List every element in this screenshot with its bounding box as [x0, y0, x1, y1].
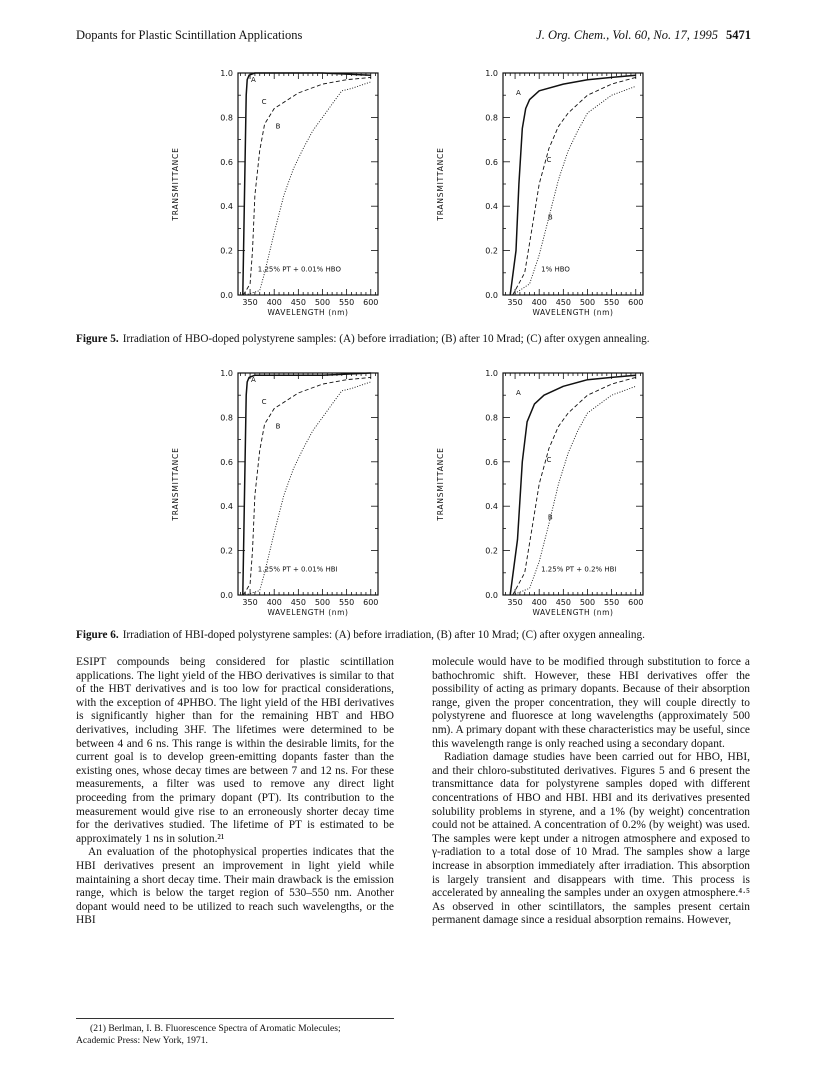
figure-6-right-chart — [425, 355, 665, 620]
y-tick-label: 0.8 — [220, 113, 233, 123]
series-line-a — [243, 373, 371, 595]
y-tick-label: 0.0 — [220, 591, 233, 600]
y-tick-label: 0.4 — [485, 502, 498, 512]
figure-6-caption: Figure 6. Irradiation of HBI-doped polystyrene samples: (A) before irradiation, (B) after 10 Mrad; (C) after oxygen annealing. — [76, 629, 645, 641]
y-tick-label: 0.2 — [485, 246, 498, 256]
figure-6-left-chart — [160, 355, 400, 620]
x-tick-label: 550 — [603, 298, 620, 307]
x-tick-label: 450 — [290, 298, 306, 307]
y-axis-label: TRANSMITTANCE — [436, 147, 445, 221]
y-tick-label: 1.0 — [220, 69, 233, 78]
x-tick-label: 500 — [579, 298, 596, 307]
x-tick-label: 550 — [338, 598, 355, 607]
x-tick-label: 400 — [266, 298, 282, 307]
y-tick-label: 1.0 — [485, 369, 498, 378]
y-tick-label: 0.2 — [485, 546, 498, 556]
y-tick-label: 0.4 — [220, 502, 233, 512]
series-line-c — [243, 77, 370, 295]
paragraph: Radiation damage studies have been carried out for HBO, HBI, and their chloro-substituted derivatives. Figures 5 and 6 present the transmittance data for polystyrene samples doped with different concentrations of HBO and HBI. HBI and its derivatives presented solubility problems in styrene, and a 1% (by weight) concentration could not be attained. A concentration of 0.2% (by weight) was used. The samples were kept under a nitrogen atmosphere and exposed to γ-radiation to a total dose of 10 Mrad. The samples show a large increase in absorption immediately after irradiation. This absorption is largely transient and disappears with time. This process is accelerated by annealing the samples under an oxygen atmosphere.⁴·⁵ As observed in other scintillators, the samples present certain permanent damage since a residual absorption remains. However, — [432, 751, 750, 927]
x-tick-label: 350 — [242, 298, 258, 307]
series-label-c: C — [261, 98, 267, 107]
x-tick-label: 600 — [363, 298, 379, 307]
series-label-c: C — [261, 398, 267, 407]
footnote-line: (21) Berlman, I. B. Fluorescence Spectra of Aromatic Molecules; — [90, 1023, 341, 1034]
footnote — [76, 1018, 394, 1046]
chart-svg — [160, 355, 400, 620]
sample-annotation: 1.25% PT + 0.01% HBO — [257, 265, 341, 274]
x-tick-label: 350 — [507, 598, 523, 607]
x-tick-label: 500 — [579, 598, 596, 607]
chart-svg — [425, 355, 665, 620]
series-line-b — [513, 86, 636, 295]
paragraph: molecule would have to be modified through substitution to force a bathochromic shift. However, these HBI derivatives offer the possibility of acting as primary dopants. Because of their absorption range, given the proper concentration, they will couple directly to polystyrene and fluoresce at long wavelengths (approximately 500 nm). A primary dopant with these characteristics may be useful, since this wavelength range is only reached using a secondary dopant. — [432, 656, 750, 750]
y-tick-label: 0.0 — [485, 591, 498, 600]
y-tick-label: 0.6 — [220, 457, 233, 467]
body-column-right — [432, 656, 750, 928]
series-line-c — [513, 77, 636, 295]
y-axis-label: TRANSMITTANCE — [436, 447, 445, 521]
sample-annotation: 1.25% PT + 0.01% HBI — [257, 565, 338, 574]
series-label-a: A — [516, 389, 521, 398]
chart-svg — [160, 55, 400, 320]
series-label-a: A — [251, 375, 256, 384]
x-tick-label: 500 — [314, 598, 331, 607]
y-tick-label: 0.6 — [485, 457, 498, 467]
sample-annotation: 1% HBO — [541, 265, 570, 274]
journal-citation: J. Org. Chem., Vol. 60, No. 17, 1995 5471 — [536, 28, 751, 42]
y-tick-label: 0.8 — [220, 413, 233, 423]
plot-frame — [238, 373, 378, 595]
series-label-b: B — [547, 513, 553, 522]
plot-frame — [238, 73, 378, 295]
x-tick-label: 600 — [628, 598, 644, 607]
body-column-left — [76, 656, 394, 928]
y-tick-label: 0.6 — [485, 157, 498, 167]
series-label-b: B — [275, 422, 281, 431]
plot-frame — [503, 73, 643, 295]
x-tick-label: 450 — [555, 298, 571, 307]
series-line-a — [510, 375, 636, 595]
y-tick-label: 0.4 — [485, 202, 498, 212]
y-axis-label: TRANSMITTANCE — [171, 147, 180, 221]
series-label-b: B — [275, 122, 281, 131]
sample-annotation: 1.25% PT + 0.2% HBI — [541, 565, 617, 574]
x-axis-label: WAVELENGTH (nm) — [532, 308, 614, 317]
x-tick-label: 350 — [507, 298, 523, 307]
x-tick-label: 550 — [338, 298, 355, 307]
y-tick-label: 1.0 — [485, 69, 498, 78]
x-tick-label: 500 — [314, 298, 331, 307]
y-tick-label: 0.6 — [220, 157, 233, 167]
footnote-line: Academic Press: New York, 1971. — [76, 1034, 208, 1046]
figure-5-left-chart — [160, 55, 400, 320]
x-tick-label: 350 — [242, 598, 258, 607]
series-line-a — [510, 75, 636, 295]
y-tick-label: 0.4 — [220, 202, 233, 212]
series-label-a: A — [516, 89, 521, 98]
plot-frame — [503, 373, 643, 595]
x-tick-label: 600 — [363, 598, 379, 607]
page-number: 5471 — [726, 28, 751, 42]
y-tick-label: 0.8 — [485, 413, 498, 423]
x-tick-label: 400 — [531, 298, 547, 307]
series-label-a: A — [251, 75, 256, 84]
figure-5-caption: Figure 5. Irradiation of HBO-doped polystyrene samples: (A) before irradiation; (B) after 10 Mrad; (C) after oxygen annealing. — [76, 333, 650, 345]
figure-5-right-chart — [425, 55, 665, 320]
series-label-c: C — [546, 155, 552, 164]
paragraph: ESIPT compounds being considered for plastic scintillation applications. The light yield of the HBO derivatives is similar to that of the HBT derivatives and is too low for practical considerations, with the exception of 4PHBO. The light yield of the HBI derivatives is significantly higher than for the remaining HBT and HBO derivatives, including 3HF. The lifetimes were determined to be between 4 and 6 ns. This range is within the desirable limits, for the current goal is to develop green-emitting dopants faster than the existing ones, whose decay times are between 7 and 12 ns. For these measurements, a filter was used to remove any direct light proceeding from the primary dopant (PT). Its contribution to the measurement would give rise to an erroneously shorter decay time for the derivatives studied. The lifetime of PT is estimated to be approximately 1 ns in solution.²¹ — [76, 656, 394, 845]
running-header — [76, 28, 751, 46]
series-line-b — [513, 386, 636, 595]
series-label-c: C — [546, 455, 552, 464]
x-axis-label: WAVELENGTH (nm) — [267, 608, 349, 617]
paragraph: An evaluation of the photophysical properties indicates that the HBI derivatives present an improvement in light yield while maintaining a short decay time. Their main drawback is the emission range, which is below the target region of 530–550 nm. Another dopant would need to be utilized to reach such wavelengths, or the HBI — [76, 846, 394, 927]
series-line-a — [243, 73, 371, 295]
series-line-b — [245, 82, 371, 295]
y-tick-label: 0.0 — [485, 291, 498, 300]
y-tick-label: 0.2 — [220, 546, 233, 556]
x-axis-label: WAVELENGTH (nm) — [267, 308, 349, 317]
x-axis-label: WAVELENGTH (nm) — [532, 608, 614, 617]
y-tick-label: 1.0 — [220, 369, 233, 378]
series-line-c — [243, 377, 370, 595]
running-title: Dopants for Plastic Scintillation Applications — [76, 28, 303, 42]
series-line-b — [245, 382, 371, 595]
x-tick-label: 400 — [266, 598, 282, 607]
x-tick-label: 600 — [628, 298, 644, 307]
figure-6-label: Figure 6. — [76, 629, 119, 641]
x-tick-label: 550 — [603, 598, 620, 607]
x-tick-label: 450 — [290, 598, 306, 607]
x-tick-label: 450 — [555, 598, 571, 607]
figure-5-label: Figure 5. — [76, 333, 119, 345]
x-tick-label: 400 — [531, 598, 547, 607]
y-axis-label: TRANSMITTANCE — [171, 447, 180, 521]
y-tick-label: 0.2 — [220, 246, 233, 256]
chart-svg — [425, 55, 665, 320]
series-label-b: B — [547, 213, 553, 222]
y-tick-label: 0.8 — [485, 113, 498, 123]
y-tick-label: 0.0 — [220, 291, 233, 300]
